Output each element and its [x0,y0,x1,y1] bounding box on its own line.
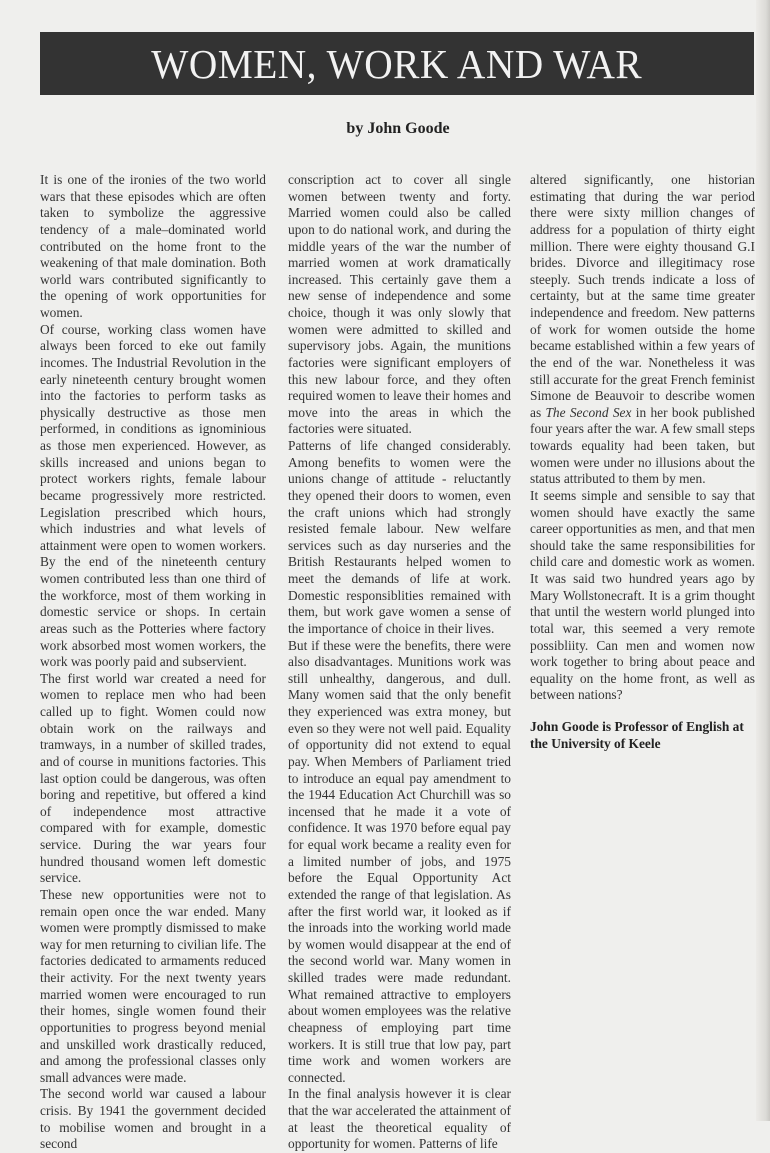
page-edge-shadow [756,0,770,1121]
author-bio: John Goode is Professor of English at the University of Keele [530,719,744,751]
paragraph-text: altered significantly, one historian estimating that during the war period there were sixty million changes of address for a population of thirty eight million. There were eighty thousand G.I brides. Divorce and illegitimacy rose steeply. Such trends indicate a loss of certainty, but at the same time greater independence and freedom. New patterns of work for women outside the home became established within a few years of the end of the war. Nonetheless it was still accurate for the great French feminist Simone de Beauvoir to describe women as [530,172,755,420]
paragraph: These new opportunities were not to remain open once the war ended. Many women were promptly dismissed to make way for men returning to civilian life. The factories dedicated to armaments reduced their activity. For the next twenty years married women were encouraged to run their homes, single women found their opportunities to progress beyond menial and unskilled work drastically reduced, and among the professional classes only small advances were made. [40,886,266,1085]
paragraph: Of course, working class women have always been forced to eke out family incomes. The Industrial Revolution in the early nineteenth century brought women into the factories to perform tasks as physically destructive as those men performed, in conditions as ignominious as those men experienced. However, as skills increased and unions began to protect workers rights, female labour became progressively more restricted. Legislation prescribed which hours, which industries and what levels of attainment were open to women workers. By the end of the nineteenth century women contributed less than one third of the workforce, most of them working in domestic service or shops. In certain areas such as the Potteries where factory work absorbed most women workers, the work was poorly paid and subservient. [40,321,266,670]
title-banner [40,32,754,95]
article-byline: by John Goode [346,120,450,137]
paragraph: It seems simple and sensible to say that women should have exactly the same career opportunities as men, and that men should take the same responsibilities for child care and domestic work as women. It was said two hundred years ago by Mary Wollstonecraft. It is a grim thought that until the western world plunged into total war, this seemed a very remote possibliity. Can men and women now work together to bring about peace and equality on the home front, as well as between nations? [530,487,755,703]
column-1 [40,172,266,1153]
paragraph: conscription act to cover all single women between twenty and forty. Married women could also be called upon to do national work, and during the middle years of the war the number of married women at work dramatically increased. This certainly gave them a new sense of independence and some choice, though it was only slowly that women were admitted to skilled and supervisory jobs. Again, the munitions factories were significant employers of this new labour force, and they often required women to leave their homes and move into the areas in which the factories were situated. [288,172,511,437]
paragraph: It is one of the ironies of the two world wars that these episodes which are often taken to symbolize the aggressive tendency of a male–dominated world contributed on the home front to the weakening of that male domination. Both world wars contributed significantly to the opening of work opportunities for women. [40,172,266,320]
paragraph [530,172,755,488]
column-3 [530,172,755,752]
paragraph: But if these were the benefits, there were also disadvantages. Munitions work was still unhealthy, dangerous, and dull. Many women said that the only benefit they experienced was extra money, but even so they were not well paid. Equality of opportunity did not extend to equal pay. When Members of Parliament tried to introduce an equal pay amendment to the 1944 Education Act Churchill was so incensed that he made it a vote of confidence. It was 1970 before equal pay for equal work became a reality even for a limited number of jobs, and 1975 before the Equal Opportunity Act extended the range of that legislation. As after the first world war, it looked as if the inroads into the working world made by women would disappear at the end of the second world war. Many women in skilled trades were made redundant. What remained attractive to employers about women employees was the relative cheapness of employing part time workers. It is still true that low pay, part time work and women workers are connected. [288,637,511,1085]
paragraph: The second world war caused a labour crisis. By 1941 the government decided to mobilise women and brought in a second [40,1086,266,1152]
paragraph: In the final analysis however it is clear that the war accelerated the attainment of at least the theoretical equality of opportunity for women. Patterns of life [288,1086,511,1152]
paragraph: Patterns of life changed considerably. Among benefits to women were the unions change of attitude - reluctantly they opened their doors to women, even the craft unions which had strongly resisted female labour. New welfare services such as day nurseries and the British Restaurants helped women to meet the demands of life at work. Domestic responsiblities remained with them, but work gave women a sense of the importance of choice in their lives. [288,438,511,636]
column-2 [288,172,511,1153]
paragraph-text: in her book published four years after the war. A few small steps towards equality had been taken, but women were under no illusions about the status attributed to them by men. [530,404,755,487]
paragraph: The first world war created a need for women to replace men who had been called up to fight. Women could now obtain work on the railways and tramways, in a number of skilled trades, and of course in munitions factories. This last option could be dangerous, was often boring and repetitive, but offered a kind of independence most attractive compared with for example, domestic service. During the war years four hundred thousand women left domestic service. [40,670,266,886]
article-title: WOMEN, WORK AND WAR [151,40,643,87]
book-title: The Second Sex [545,404,632,420]
